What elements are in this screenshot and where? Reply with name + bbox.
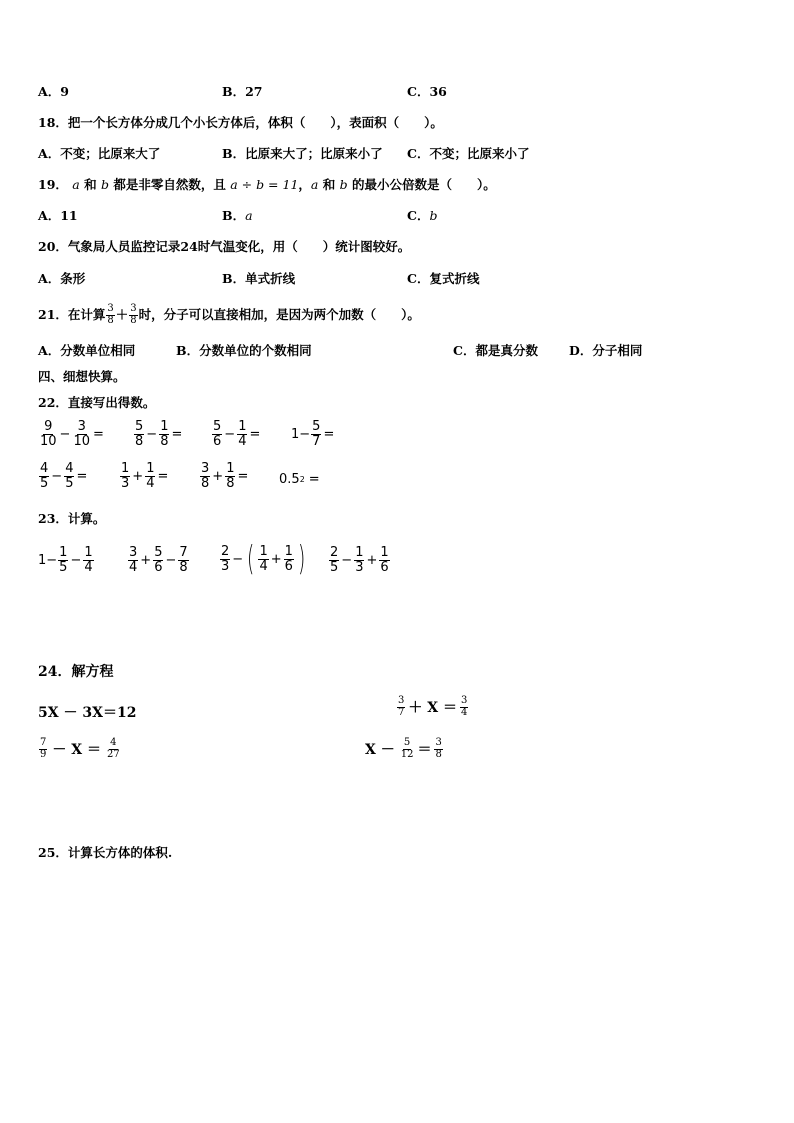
fraction <box>237 420 247 448</box>
q18-option-c: C．不变；比原来小了 <box>407 146 530 161</box>
fraction <box>39 462 49 490</box>
numerator: 3 <box>435 737 442 748</box>
denominator: 5 <box>40 475 49 491</box>
left-parenthesis: ( <box>247 539 255 579</box>
right-parenthesis: ) <box>297 539 306 579</box>
denominator: 12 <box>400 748 414 760</box>
fraction <box>64 462 74 490</box>
q17-option-b: B．27 <box>222 84 263 99</box>
q21-suffix: 时，分子可以直接相加，是因为两个加数（ ）。 <box>138 307 420 322</box>
operator: + <box>140 552 152 568</box>
numerator: 1 <box>259 543 268 559</box>
denominator: 5 <box>65 475 74 491</box>
denominator: 6 <box>154 559 163 575</box>
fraction <box>128 546 138 574</box>
operator: − <box>341 552 353 568</box>
denominator: 4 <box>146 475 155 491</box>
q19-var-b: b <box>100 177 109 192</box>
q19-mid: 都是非零自然数，且 <box>113 177 226 192</box>
base: 0.5 <box>279 472 300 487</box>
q23-expr-2 <box>127 546 190 574</box>
denominator: 8 <box>179 559 188 575</box>
fraction <box>72 420 91 448</box>
fraction <box>329 546 339 574</box>
numerator: 5 <box>403 737 411 748</box>
q24-equation-3 <box>38 738 122 760</box>
denominator: 3 <box>355 559 364 575</box>
fraction <box>284 545 294 573</box>
q20-option-b: B．单式折线 <box>222 271 296 286</box>
fraction <box>39 738 47 760</box>
equals-sign: = <box>157 468 169 484</box>
fraction <box>212 420 222 448</box>
q19-option-c <box>407 208 437 224</box>
lead-term: 1− <box>291 426 311 442</box>
q22-expr-1 <box>38 420 105 448</box>
q21-option-c: C．都是真分数 <box>453 343 538 358</box>
operator: − <box>224 426 236 442</box>
q20-option-c: C．复式折线 <box>407 271 480 286</box>
equals-sign: = <box>237 468 249 484</box>
lead-term: X － <box>365 742 395 758</box>
q21-option-a: A．分数单位相同 <box>38 343 136 358</box>
operator: − <box>165 552 177 568</box>
q17-option-c: C．36 <box>407 84 447 99</box>
q19-tail: 的最小公倍数是（ ）。 <box>351 177 496 192</box>
fraction <box>120 462 130 490</box>
operator: + <box>366 552 378 568</box>
numerator: 4 <box>40 461 49 476</box>
numerator: 5 <box>154 545 163 560</box>
operator: − <box>51 468 63 484</box>
operator: + <box>212 468 224 484</box>
q19-option-b-prefix: B． <box>222 208 246 223</box>
numerator: 1 <box>238 419 247 434</box>
q23-expr-4 <box>328 546 391 574</box>
q22-expr-3 <box>211 420 261 448</box>
numerator: 1 <box>226 461 235 476</box>
q24-equation-1: 5X － 3X＝12 <box>38 705 137 721</box>
denominator: 5 <box>59 559 68 575</box>
q22-expr-6 <box>119 462 169 490</box>
denominator: 9 <box>40 748 47 760</box>
q23-expr-1 <box>38 546 95 574</box>
q22-expr-8 <box>279 472 321 487</box>
numerator: 5 <box>213 419 222 434</box>
q22-title: 22．直接写出得数。 <box>38 395 156 410</box>
denominator: 7 <box>312 433 321 449</box>
q19-and-1: 和 <box>84 177 97 192</box>
denominator: 4 <box>259 558 268 574</box>
numerator: 1 <box>146 461 155 476</box>
section-4-heading: 四、细想快算。 <box>38 369 126 384</box>
q19-question <box>38 177 496 193</box>
q21-question <box>38 301 420 329</box>
q19-option-a: A．11 <box>38 208 78 223</box>
operator: − <box>59 426 71 442</box>
q21-f1-numerator: 3 <box>107 303 114 314</box>
numerator: 2 <box>330 545 339 560</box>
denominator: 10 <box>40 433 57 449</box>
fraction <box>225 462 235 490</box>
fraction <box>134 420 144 448</box>
q21-option-b: B．分数单位的个数相同 <box>176 343 312 358</box>
operator: − <box>232 551 244 567</box>
numerator: 5 <box>135 419 144 434</box>
numerator: 9 <box>44 419 53 434</box>
fraction <box>106 738 121 760</box>
q18-option-b: B．比原来大了；比原来小了 <box>222 146 383 161</box>
fraction <box>354 546 364 574</box>
equals-sign: = <box>249 426 261 442</box>
denominator: 4 <box>84 559 93 575</box>
q21-prefix: 21．在计算 <box>38 307 106 322</box>
denominator: 8 <box>135 433 144 449</box>
denominator: 8 <box>201 475 210 491</box>
numerator: 2 <box>221 543 230 559</box>
fraction <box>39 420 58 448</box>
operator: − <box>146 426 158 442</box>
equation-body: ＋ X ＝ <box>408 700 457 716</box>
equation-body: － X ＝ <box>52 742 101 758</box>
q17-option-a: A．9 <box>38 84 69 99</box>
exponent: 2 <box>299 475 305 484</box>
numerator: 1 <box>84 545 93 560</box>
denominator: 7 <box>398 706 405 718</box>
q21-f2-numerator: 3 <box>130 303 137 314</box>
equals-sign: ＝ <box>417 742 432 758</box>
q21-f1-denominator: 8 <box>107 314 114 326</box>
q24-equation-4 <box>365 738 444 760</box>
q21-fraction-1 <box>106 304 114 326</box>
denominator: 6 <box>213 433 222 449</box>
q25-title: 25．计算长方体的体积. <box>38 845 173 860</box>
operator: + <box>132 468 144 484</box>
fraction <box>379 546 389 574</box>
q19-var-a-2: a <box>310 177 319 192</box>
fraction <box>200 462 210 490</box>
fraction <box>153 546 163 574</box>
fraction <box>434 738 442 760</box>
denominator: 8 <box>435 748 442 760</box>
q24-equation-2 <box>396 696 469 718</box>
fraction <box>460 696 468 718</box>
equals-sign: = <box>93 426 104 442</box>
denominator: 6 <box>284 558 293 574</box>
q19-option-b <box>222 208 253 224</box>
denominator: 5 <box>330 559 339 575</box>
fraction <box>311 420 321 448</box>
equals-sign: = <box>171 426 183 442</box>
q22-expr-4 <box>291 420 335 448</box>
numerator: 3 <box>461 695 468 706</box>
fraction <box>58 546 68 574</box>
q22-expr-7 <box>199 462 249 490</box>
denominator: 8 <box>160 433 169 449</box>
operator: + <box>270 551 282 567</box>
q19-option-c-var: b <box>429 208 438 223</box>
fraction <box>145 462 155 490</box>
numerator: 3 <box>129 545 138 560</box>
lead-term: 1− <box>38 552 58 568</box>
denominator: 3 <box>221 558 230 574</box>
fraction <box>397 696 405 718</box>
q19-condition: a ÷ b = 11 <box>230 177 299 192</box>
numerator: 7 <box>179 545 188 560</box>
numerator: 1 <box>284 543 293 559</box>
q21-fraction-2 <box>129 304 137 326</box>
fraction <box>220 545 230 573</box>
q24-title: 24．解方程 <box>38 664 114 680</box>
q18-option-a: A．不变；比原来大了 <box>38 146 161 161</box>
denominator: 6 <box>380 559 389 575</box>
numerator: 1 <box>121 461 130 476</box>
numerator: 3 <box>77 419 86 434</box>
q19-and-2: 和 <box>322 177 336 192</box>
fraction <box>178 546 188 574</box>
fraction <box>159 420 169 448</box>
equals-sign: = <box>308 472 320 487</box>
q21-f2-denominator: 8 <box>130 314 137 326</box>
q19-var-a: a <box>72 177 80 192</box>
denominator: 4 <box>129 559 138 575</box>
numerator: 5 <box>312 419 321 434</box>
denominator: 8 <box>226 475 235 491</box>
numerator: 1 <box>380 545 389 560</box>
denominator: 27 <box>107 748 120 760</box>
fraction <box>83 546 93 574</box>
q19-option-c-prefix: C． <box>407 208 430 223</box>
q19-prefix: 19． <box>38 177 68 192</box>
numerator: 4 <box>65 461 74 476</box>
equals-sign: = <box>76 468 88 484</box>
q20-option-a: A．条形 <box>38 271 86 286</box>
q22-expr-5 <box>38 462 88 490</box>
q19-option-b-var: a <box>245 208 253 223</box>
denominator: 3 <box>121 475 130 491</box>
q19-var-b-2: b <box>339 177 348 192</box>
q23-title: 23．计算。 <box>38 511 106 526</box>
q20-question: 20．气象局人员监控记录24时气温变化，用（ ）统计图较好。 <box>38 239 411 254</box>
numerator: 1 <box>355 545 364 560</box>
q21-plus: ＋ <box>115 307 129 322</box>
q19-comma: ， <box>298 177 311 192</box>
numerator: 3 <box>398 695 405 706</box>
fraction <box>258 545 268 573</box>
equals-sign: = <box>323 426 335 442</box>
q18-question: 18．把一个长方体分成几个小长方体后，体积（ ），表面积（ ）。 <box>38 115 443 130</box>
numerator: 3 <box>201 461 210 476</box>
numerator: 1 <box>160 419 169 434</box>
denominator: 4 <box>461 706 468 718</box>
q22-expr-2 <box>133 420 183 448</box>
numerator: 4 <box>110 737 117 748</box>
denominator: 4 <box>238 433 247 449</box>
numerator: 7 <box>40 737 47 748</box>
q21-option-d: D．分子相同 <box>569 343 643 358</box>
denominator: 10 <box>73 433 90 449</box>
numerator: 1 <box>59 545 68 560</box>
q23-expr-3 <box>219 539 308 579</box>
fraction <box>400 738 415 760</box>
operator: − <box>70 552 82 568</box>
